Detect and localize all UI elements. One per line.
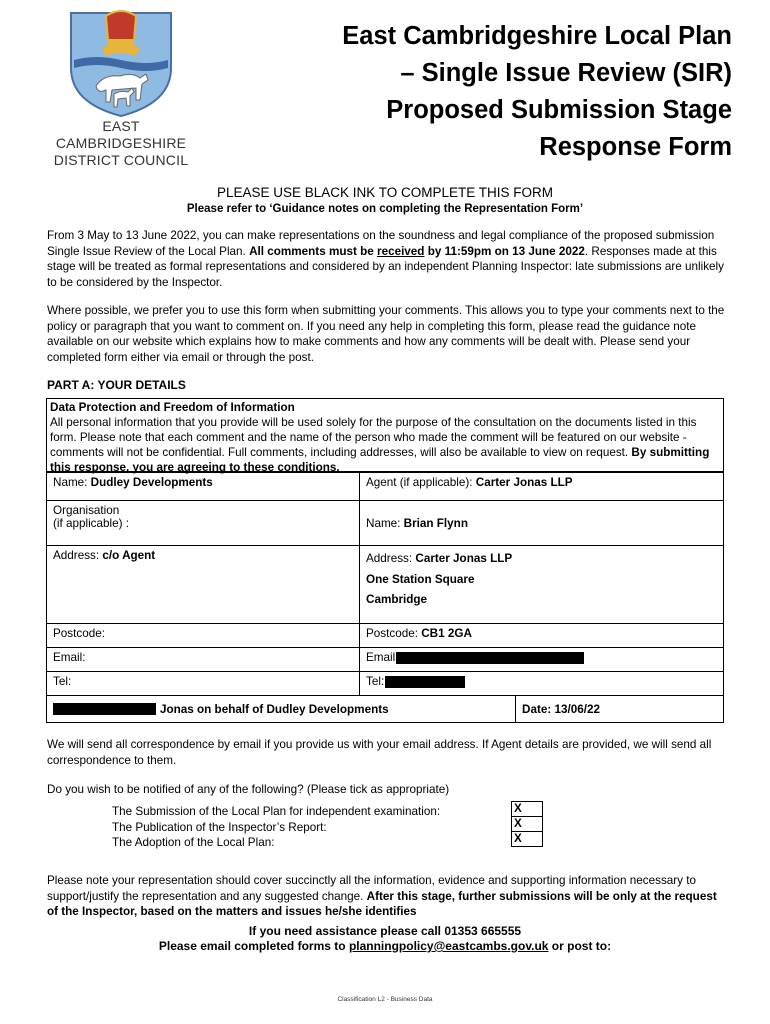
council-name-line2: DISTRICT COUNCIL [53,152,189,168]
agent-tel-field[interactable]: Tel: [360,672,724,696]
notify-item-submission: The Submission of the Local Plan for independent examination: [112,805,441,818]
signature-field[interactable]: Jonas on behalf of Dudley Developments [47,696,516,723]
submission-email-link[interactable]: planningpolicy@eastcambs.gov.uk [348,939,549,953]
council-name-line1: EAST CAMBRIDGESHIRE [55,118,187,151]
notify-item-report: The Publication of the Inspector’s Report: [112,820,327,834]
name-field[interactable]: Name: Dudley Developments [47,473,360,501]
agent-name-field[interactable]: Name: Brian Flynn [360,501,724,546]
data-protection-heading: Data Protection and Freedom of Information [50,401,295,414]
title-line1: East Cambridgeshire Local Plan [342,22,732,50]
notify-question: Do you wish to be notified of any of the following? (Please tick as appropriate) [47,783,450,796]
redacted-email [396,652,584,664]
classification-footer: Classification L2 - Business Data [337,996,433,1003]
data-protection-text: All personal information that you provide will be used solely for the purpose of the consultation on the documents listed in this form. Please note that each comment and the name of the person who made the comment will be featured on our website - comments will not be confidential. Full comments, including addresses, will also be available to view on request. [50,416,697,459]
agent-postcode-field[interactable]: Postcode: CB1 2GA [360,624,724,648]
signature-table [46,695,724,723]
intro-paragraph: From 3 May to 13 June 2022, you can make representations on the soundness and legal compliance of the proposed submission Single Issue Review of the Local Plan. All comments must be received by 11:59pm on 13 June 2022. Responses made at this stage will be treated as formal representations and considered by an independent Planning Inspector: late submissions are unlikely to be considered by the Inspector. [47,229,724,289]
agent-field[interactable]: Agent (if applicable): Carter Jonas LLP [360,473,724,501]
notify-options [112,804,440,851]
submission-instructions: Please email completed forms to planningpolicy@eastcambs.gov.uk or post to: [158,939,612,953]
guidance-instruction: Please refer to ‘Guidance notes on completing the Representation Form’ [186,203,584,215]
tickbox-adoption[interactable]: X [512,832,543,847]
organisation-field[interactable]: Organisation (if applicable) : [47,501,360,546]
tickbox-submission[interactable]: X [512,802,543,817]
notify-tickboxes [511,801,543,847]
agent-email-field[interactable]: Email [360,648,724,672]
date-field[interactable]: Date: 13/06/22 [516,696,724,723]
assistance-phone: If you need assistance please call 01353 665555 [248,924,522,938]
data-protection-agreement: By submitting this response, you are agreeing to these conditions. [50,446,710,474]
page-title [262,18,732,166]
part-a-heading: PART A: YOUR DETAILS [47,378,186,392]
email-field[interactable]: Email: [47,648,360,672]
data-protection-box [46,398,724,472]
council-name [36,118,206,169]
representation-note: Please note your representation should cover succinctly all the information, evidence and supporting information necessary to support/justify the representation and any suggested change. After this stage, further submissions will be only at the request of the Inspector, based on the matters and issues he/she identifies [47,874,717,918]
details-table [46,472,724,696]
tel-field[interactable]: Tel: [47,672,360,696]
title-line3: Proposed Submission Stage [386,96,732,124]
redacted-signature [53,703,156,715]
council-crest-icon [66,8,176,118]
ink-instruction: PLEASE USE BLACK INK TO COMPLETE THIS FORM [216,185,554,200]
usage-paragraph: Where possible, we prefer you to use this form when submitting your comments. This allows you to type your comments next to the policy or paragraph that you want to comment on. If you need any help in completing this form, please read the guidance note available on our website which explains how to make comments and how any comments will be dealt with. Please send your completed form either via email or through the post. [47,304,725,364]
postcode-field[interactable]: Postcode: [47,624,360,648]
tickbox-report[interactable]: X [512,817,543,832]
title-line4: Response Form [539,133,732,161]
address-field[interactable]: Address: c/o Agent [47,546,360,624]
notify-item-adoption: The Adoption of the Local Plan: [112,836,275,849]
redacted-tel [385,676,465,688]
agent-address-field[interactable]: Address: Carter Jonas LLP One Station Square Cambridge [360,546,724,624]
title-line2: – Single Issue Review (SIR) [400,59,732,87]
correspondence-note: We will send all correspondence by email if you provide us with your email address. If Agent details are provided, we will send all correspondence to them. [47,738,712,767]
